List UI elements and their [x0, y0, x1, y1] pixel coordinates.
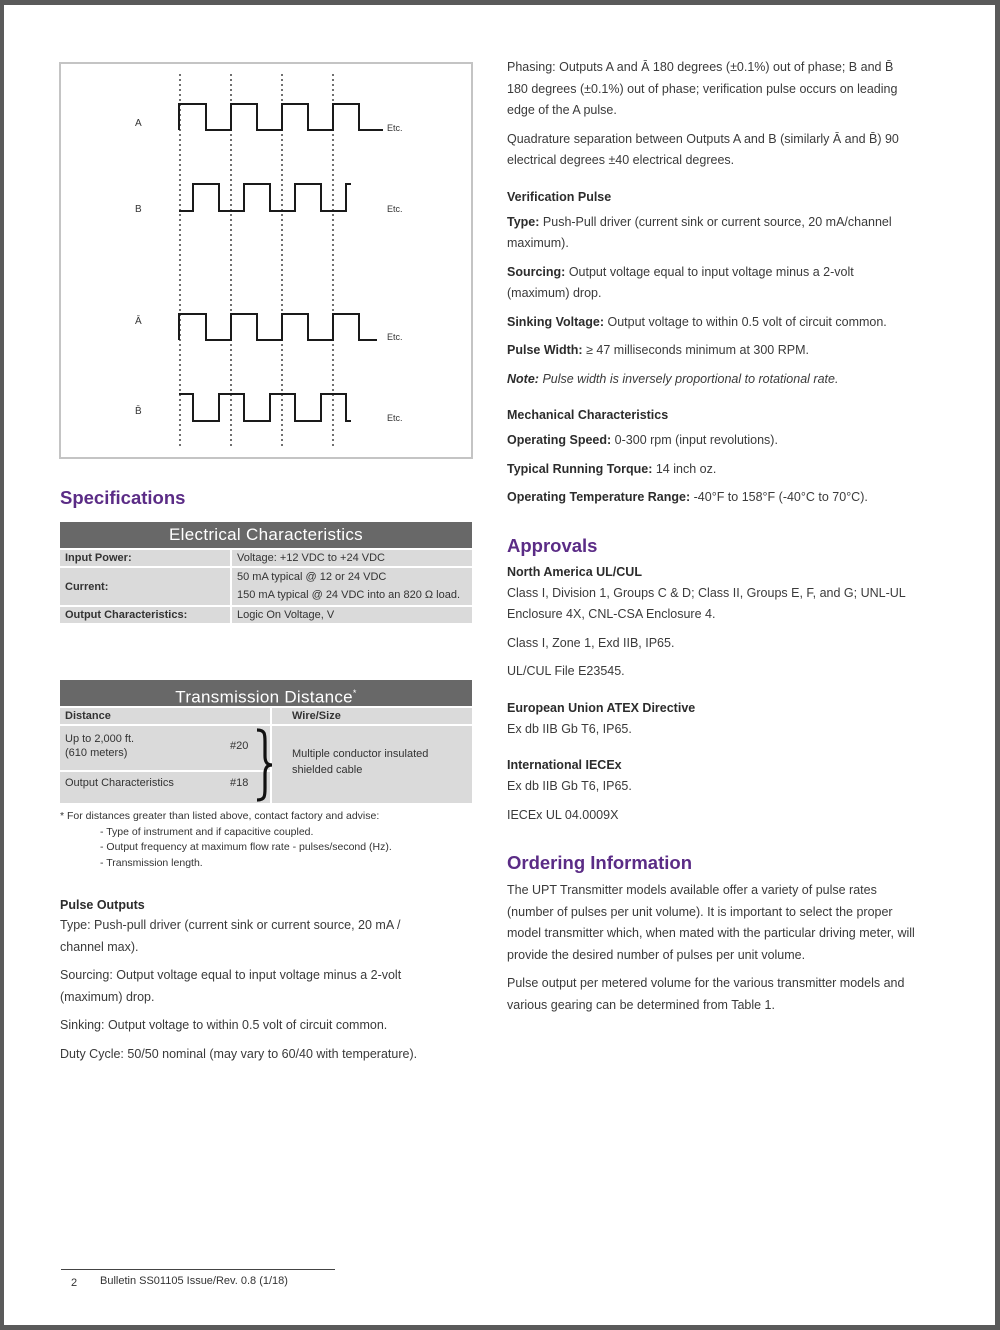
signal-b-bar-etc: Etc.	[387, 413, 403, 423]
signal-a-bar-label: Ā	[135, 316, 142, 327]
operating-temperature-text: -40°F to 158°F (-40°C to 70°C).	[693, 490, 868, 504]
current-value-line-1: 50 mA typical @ 12 or 24 VDC	[237, 571, 387, 583]
verification-note	[507, 369, 915, 391]
verification-sinking-text: Output voltage to within 0.5 volt of circuit common.	[607, 314, 887, 329]
iecex-certificate: IECEx UL 04.0009X	[507, 807, 619, 822]
quadrature-text: Quadrature separation between Outputs A and B (similarly Ā and B̄) 90 electrical degrees ±40 electrical degrees.	[507, 131, 899, 167]
signal-b-waveform	[179, 184, 351, 211]
table-row	[60, 607, 472, 623]
footnote-item: - Output frequency at maximum flow rate - pulses/second (Hz).	[100, 841, 392, 853]
table-row	[60, 568, 472, 605]
bulletin-id: Bulletin SS01105 Issue/Rev. 0.8 (1/18)	[100, 1275, 288, 1287]
operating-temperature-label: Operating Temperature Range:	[507, 490, 691, 504]
note-label: Note:	[507, 371, 539, 386]
gauge-row-1: #20	[230, 740, 249, 752]
specifications-heading: Specifications	[60, 487, 186, 508]
signal-b-bar-label: B̄	[135, 406, 142, 417]
quadrature-timing-diagram	[59, 62, 473, 459]
electrical-table-title: Electrical Characteristics	[60, 522, 472, 548]
pulse-outputs-sinking: Sinking: Output voltage to within 0.5 volt of circuit common.	[60, 1018, 388, 1032]
north-america-file: UL/CUL File E23545.	[507, 664, 625, 678]
running-torque-text: 14 inch oz.	[655, 461, 717, 476]
pulse-outputs-sourcing: Sourcing: Output voltage equal to input voltage minus a 2-volt (maximum) drop.	[60, 968, 402, 1004]
running-torque	[507, 459, 915, 481]
footnote-item: - Type of instrument and if capacitive coupled.	[100, 825, 314, 838]
ordering-paragraph-1: The UPT Transmitter models available offer a variety of pulse rates (number of pulses per unit volume). It is important to select the proper model transmitter which, when mated with the particular driving meter, will provide the desired number of pulses per unit volume.	[507, 883, 915, 962]
table-row	[60, 550, 472, 566]
current-label: Current:	[60, 568, 232, 605]
footnote-item: - Transmission length.	[100, 856, 203, 869]
pulse-outputs-duty-cycle: Duty Cycle: 50/50 nominal (may vary to 60/40 with temperature).	[60, 1046, 418, 1061]
eu-atex-marking: Ex db IIB Gb T6, IP65.	[507, 721, 632, 736]
verification-sourcing	[507, 262, 915, 305]
distance-row-2: Output Characteristics	[65, 777, 174, 789]
pulse-outputs-type: Type: Push-pull driver (current sink or current source, 20 mA / channel max).	[60, 918, 401, 954]
mechanical-heading: Mechanical Characteristics	[507, 408, 669, 422]
verification-pulse-heading: Verification Pulse	[507, 189, 612, 204]
verification-sinking-label: Sinking Voltage:	[507, 314, 604, 329]
running-torque-label: Typical Running Torque:	[507, 461, 653, 476]
eu-atex-heading: European Union ATEX Directive	[507, 700, 696, 715]
approvals-heading: Approvals	[507, 534, 598, 556]
current-value-line-2: 150 mA typical @ 24 VDC into an 820 Ω load.	[237, 589, 461, 601]
row-divider	[60, 770, 270, 772]
right-column	[507, 57, 915, 1023]
north-america-classes: Class I, Division 1, Groups C & D; Class II, Groups E, F, and G; UNL-UL Enclosure 4X, CNL-CSA Enclosure 4.	[507, 585, 906, 621]
distance-column-header: Distance	[60, 708, 270, 724]
output-characteristics-value: Logic On Voltage, V	[232, 607, 472, 623]
footer-rule	[61, 1269, 335, 1270]
ordering-paragraph-2: Pulse output per metered volume for the various transmitter models and various gearing can be determined from Table 1.	[507, 976, 905, 1012]
document-page	[4, 5, 995, 1325]
verification-type-text: Push-Pull driver (current sink or current source, 20 mA/channel maximum).	[507, 214, 892, 250]
iecex-marking: Ex db IIB Gb T6, IP65.	[507, 779, 632, 793]
verification-sinking	[507, 312, 915, 334]
pulse-outputs-heading: Pulse Outputs	[60, 898, 145, 912]
transmission-footnote	[60, 809, 480, 871]
footnote-lead: * For distances greater than listed above, contact factory and advise:	[60, 810, 380, 822]
north-america-zone: Class I, Zone 1, Exd IIB, IP65.	[507, 635, 675, 650]
electrical-characteristics-table	[60, 520, 472, 625]
signal-a-bar-etc: Etc.	[387, 332, 403, 342]
verification-pulse-width	[507, 340, 915, 362]
operating-speed-text: 0-300 rpm (input revolutions).	[614, 433, 778, 447]
verification-type	[507, 212, 915, 255]
wire-size-column-header: Wire/Size	[272, 708, 472, 724]
signal-b-bar-waveform	[179, 394, 351, 421]
input-power-value: Voltage: +12 VDC to +24 VDC	[232, 550, 472, 566]
output-characteristics-label: Output Characteristics:	[60, 607, 232, 623]
signal-a-bar-waveform	[179, 314, 377, 340]
page-number: 2	[71, 1277, 78, 1289]
transmission-title-text: Transmission Distance	[175, 687, 353, 707]
wire-description: Multiple conductor insulated shielded cable	[292, 748, 429, 776]
timing-diagram-svg	[61, 64, 471, 457]
pulse-width-label: Pulse Width:	[507, 343, 583, 357]
operating-speed	[507, 430, 915, 452]
operating-speed-label: Operating Speed:	[507, 433, 612, 447]
wire-desc-cell	[272, 726, 472, 803]
transmission-table-title	[60, 680, 472, 706]
phasing-text: Phasing: Outputs A and Ā 180 degrees (±0.1%) out of phase; B and B̄ 180 degrees (±0.1%) out of phase; verification pulse occurs on leading edge of the A pulse.	[507, 60, 898, 117]
operating-temperature	[507, 487, 915, 509]
ordering-heading: Ordering Information	[507, 852, 692, 873]
gauge-row-2: #18	[230, 777, 249, 789]
current-value	[232, 568, 472, 605]
input-power-label: Input Power:	[60, 550, 232, 566]
verification-sourcing-text: Output voltage equal to input voltage minus a 2-volt (maximum) drop.	[507, 264, 854, 300]
signal-b-label: B	[135, 204, 142, 215]
distance-cells	[60, 726, 270, 803]
signal-a-etc: Etc.	[387, 123, 403, 133]
note-text: Pulse width is inversely proportional to rotational rate.	[542, 371, 839, 386]
iecex-heading: International IECEx	[507, 758, 622, 772]
signal-a-label: A	[135, 118, 142, 129]
pulse-outputs-section	[60, 898, 440, 1072]
pulse-width-text: ≥ 47 milliseconds minimum at 300 RPM.	[586, 343, 809, 357]
signal-b-etc: Etc.	[387, 204, 403, 214]
distance-row-1: Up to 2,000 ft. (610 meters)	[65, 733, 135, 759]
transmission-distance-table	[60, 680, 472, 803]
verification-sourcing-label: Sourcing:	[507, 264, 566, 279]
verification-type-label: Type:	[507, 214, 540, 229]
transmission-title-mark: *	[352, 688, 357, 698]
north-america-heading: North America UL/CUL	[507, 564, 642, 579]
signal-a-waveform	[179, 104, 383, 130]
